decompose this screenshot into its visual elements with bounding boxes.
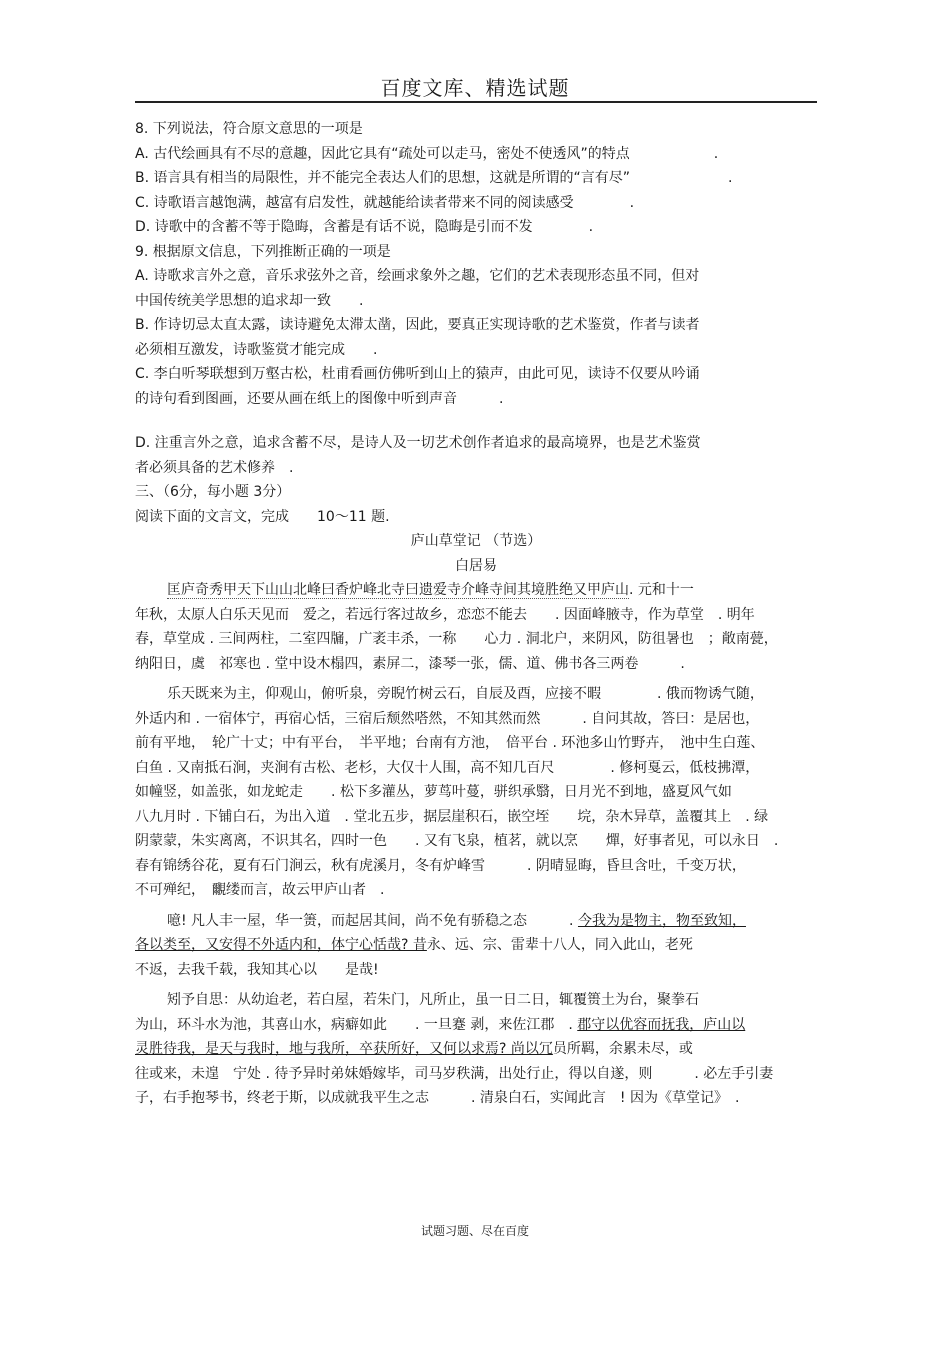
marked-sentence: 匡庐奇秀甲天下山山北峰曰香炉峰北寺曰遗爱寺介峰寺间其境胜绝又甲庐山 — [167, 582, 629, 598]
passage-author: 白居易 — [455, 557, 497, 574]
q9-option-c-line2: 的诗句看到图画，还要从画在纸上的图像中听到声音 . — [135, 390, 504, 407]
passage-line: 乐天既来为主，仰观山，俯听泉，旁睨竹树云石，自辰及酉，应接不暇 . 俄而物诱气随， — [167, 686, 764, 702]
q9-option-b-line1: B. 作诗切忌太直太露，读诗避免太滞太凿，因此，要真正实现诗歌的艺术鉴赏，作者与读者 — [135, 317, 700, 333]
q9-option-a-line2: 中国传统美学思想的追求却一致 . — [135, 292, 364, 309]
passage-line: 子，右手抱琴书，终老于斯，以成就我平生之志 . 清泉白石，实闻此言 ! 因为《草堂记》 . — [135, 1090, 740, 1106]
document-body — [135, 117, 817, 1111]
passage-line: 前有平地， 轮广十丈；中有平台， 半平地；台南有方池， 倍平台 . 环池多山竹野卉， 池中生白莲、 — [135, 735, 765, 751]
passage-line — [135, 1013, 817, 1038]
q8-option-a: A. 古代绘画具有不尽的意趣，因此它具有“疏处可以走马，密处不使透风”的特点 . — [135, 145, 719, 162]
passage-line: 春有锦绣谷花，夏有石门涧云，秋有虎溪月，冬有炉峰雪 . 阴晴显晦，昏旦含吐，千变万状， — [135, 857, 746, 874]
q9-option-d-line1: D. 注重言外之意，追求含蓄不尽，是诗人及一切艺术创作者追求的最高境界，也是艺术鉴赏 — [135, 435, 701, 451]
q9-option-c-line1: C. 李白听琴联想到万壑古松，杜甫看画仿佛听到山上的猿声，由此可见，读诗不仅要从吟诵 — [135, 366, 700, 382]
passage-text: . 元和十一 — [629, 582, 694, 598]
underlined-sentence: 灵胜待我，是天与我时，地与我所，卒获所好，又何以求焉? 尚以冗 — [135, 1041, 553, 1057]
passage-line: 不可殚纪， 覼缕而言，故云甲庐山者 . — [135, 882, 385, 898]
passage-text: 永、远、宗、雷辈十八人，同入此山，老死 — [426, 937, 693, 953]
passage-line — [135, 1037, 817, 1062]
passage-line: 不返，去我千载，我知其心以 是哉! — [135, 961, 379, 978]
page-title: 百度文库、精选试题 — [380, 76, 570, 100]
q9-option-b-line2: 必须相互激发，诗歌鉴赏才能完成 . — [135, 341, 378, 358]
passage-text: 员所羁，余累未尽，或 — [552, 1041, 693, 1057]
underlined-sentence: 今我为是物主，物至致知， — [577, 912, 746, 929]
q8-option-c: C. 诗歌语言越饱满，越富有启发性，就越能给读者带来不同的阅读感受 . — [135, 194, 635, 211]
q9-option-a-line1: A. 诗歌求言外之意，音乐求弦外之音，绘画求象外之趣，它们的艺术表现形态虽不同，但对 — [135, 268, 700, 284]
passage-text: 为山，环斗水为池，其喜山水，病癖如此 . 一旦蹇 剥，来佐江郡 . — [135, 1016, 578, 1033]
underlined-sentence: 郡守以优容而抚我，庐山以 — [577, 1016, 746, 1033]
passage-line: 阴蒙蒙，朱实离离，不识其名，四时一色 . 又有飞泉，植茗，就以烹 燀，好事者见，可以永日 . — [135, 833, 779, 849]
passage-line: 春，草堂成 . 三间两柱，二室四牖，广袤丰杀，一称 心力 . 洞北户，来阴风，防徂暑也 ；敞南甍， — [135, 631, 778, 647]
passage-line: 白鱼 . 又南抵石涧，夹涧有古松、老杉，大仅十人围，高不知几百尺 . 修柯戛云，低枝拂潭， — [135, 759, 760, 776]
section-instruction: 阅读下面的文言文，完成 10～11 题. — [135, 508, 390, 525]
passage-line: 矧予自思：从幼迨老，若白屋，若朱门，凡所止，虽一日二日，辄覆篑土为台，聚拳石 — [167, 992, 699, 1008]
passage-line: 外适内和 . 一宿体宁，再宿心恬，三宿后颓然嗒然，不知其然而然 . 自问其故，答曰：是居也， — [135, 710, 760, 727]
passage-line — [135, 933, 817, 958]
underlined-sentence: 各以类至，又安得不外适内和，体宁心恬哉? 昔 — [135, 937, 427, 953]
passage-line: 八九月时 . 下铺白石，为出入道 . 堂北五步，据层崖积石，嵌空垤 垸，杂木异草，盖覆其上 . 绿 — [135, 808, 769, 825]
passage-line: 纳阳日，虞 祁寒也 . 堂中设木榻四，素屏二，漆琴一张，儒、道、佛书各三两卷 . — [135, 655, 685, 672]
q9-stem: 9. 根据原文信息，下列推断正确的一项是 — [135, 243, 391, 260]
q9-option-d-line2: 者必须具备的艺术修养 . — [135, 459, 294, 476]
q8-stem: 8. 下列说法，符合原文意思的一项是 — [135, 121, 363, 137]
page-footer: 试题习题、尽在百度 — [420, 1224, 529, 1238]
passage-line: 如幢竖，如盖张，如龙蛇走 . 松下多灌丛，萝茑叶蔓，骈织承翳，日月光不到地，盛夏风气如 — [135, 784, 732, 800]
passage-title: 庐山草堂记 （节选） — [410, 533, 542, 549]
section-heading: 三、（6分，每小题 3分） — [135, 484, 291, 500]
passage-line: 往或来，未遑 宁处 . 待予异时弟妹婚嫁毕，司马岁秩满，出处行止，得以自遂，则 . 必左手引妻 — [135, 1065, 774, 1082]
q8-option-b: B. 语言具有相当的局限性，并不能完全表达人们的思想，这就是所谓的“言有尽” . — [135, 170, 733, 186]
passage-line — [135, 578, 817, 603]
passage-line — [135, 909, 817, 934]
header-divider — [135, 101, 817, 103]
q8-option-d: D. 诗歌中的含蓄不等于隐晦，含蓄是有话不说，隐晦是引而不发 . — [135, 219, 594, 235]
passage-line: 年秋，太原人白乐天见而 爱之，若远行客过故乡，恋恋不能去 . 因面峰腋寺，作为草堂 . 明年 — [135, 606, 755, 623]
passage-text: 噫! 凡人丰一屋，华一箦，而起居其间，尚不免有骄稳之态 . — [167, 912, 578, 929]
